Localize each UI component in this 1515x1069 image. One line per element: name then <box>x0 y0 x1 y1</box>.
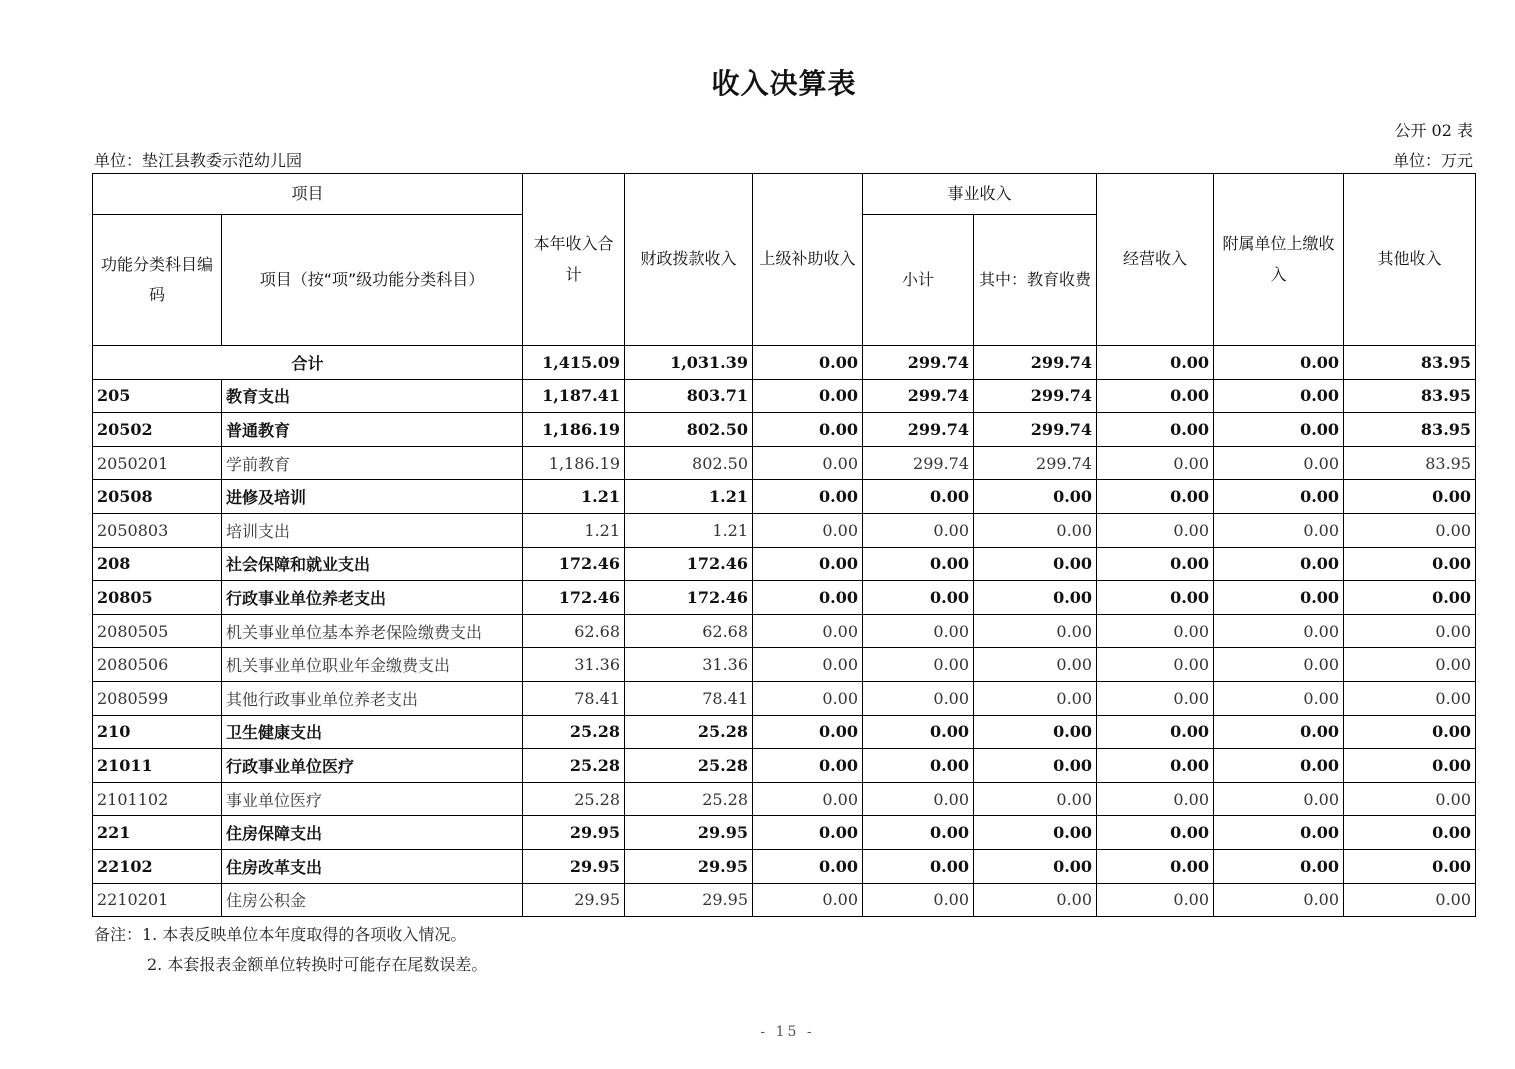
header-name: 项目（按“项”级功能分类科目） <box>222 215 523 346</box>
total-cell: 299.74 <box>974 346 1097 380</box>
row-value: 299.74 <box>974 413 1097 447</box>
row-value: 0.00 <box>1344 547 1476 581</box>
total-label: 合计 <box>93 346 523 380</box>
total-cell: 0.00 <box>1097 346 1214 380</box>
total-cell: 1,031.39 <box>625 346 753 380</box>
row-value: 29.95 <box>625 883 753 917</box>
row-value: 0.00 <box>974 513 1097 547</box>
row-value: 0.00 <box>863 883 974 917</box>
table-row <box>93 715 1476 749</box>
total-row <box>93 346 1476 380</box>
total-cell: 1,415.09 <box>523 346 625 380</box>
row-value: 0.00 <box>1344 715 1476 749</box>
header-code: 功能分类科目编码 <box>93 215 222 346</box>
total-cell: 83.95 <box>1344 346 1476 380</box>
row-value: 0.00 <box>753 547 863 581</box>
row-value: 0.00 <box>863 547 974 581</box>
row-value: 0.00 <box>753 446 863 480</box>
row-value: 0.00 <box>1214 849 1344 883</box>
row-value: 0.00 <box>1344 883 1476 917</box>
row-value: 0.00 <box>974 749 1097 783</box>
row-value: 31.36 <box>625 648 753 682</box>
row-value: 0.00 <box>753 379 863 413</box>
table-row <box>93 547 1476 581</box>
row-value: 802.50 <box>625 446 753 480</box>
row-code: 2080505 <box>93 614 222 648</box>
header-fiscal: 财政拨款收入 <box>625 174 753 346</box>
row-name: 住房公积金 <box>222 883 523 917</box>
table-row <box>93 749 1476 783</box>
header-other: 其他收入 <box>1344 174 1476 346</box>
row-value: 0.00 <box>1097 379 1214 413</box>
row-value: 0.00 <box>753 648 863 682</box>
row-code: 2080599 <box>93 681 222 715</box>
header-operating: 经营收入 <box>1097 174 1214 346</box>
row-name: 事业单位医疗 <box>222 782 523 816</box>
row-value: 0.00 <box>1214 816 1344 850</box>
row-value: 0.00 <box>1344 648 1476 682</box>
row-value: 0.00 <box>1097 614 1214 648</box>
row-value: 29.95 <box>523 883 625 917</box>
row-name: 其他行政事业单位养老支出 <box>222 681 523 715</box>
row-code: 210 <box>93 715 222 749</box>
row-value: 0.00 <box>863 648 974 682</box>
row-value: 0.00 <box>753 480 863 514</box>
row-value: 0.00 <box>1214 480 1344 514</box>
row-value: 0.00 <box>863 614 974 648</box>
row-code: 2210201 <box>93 883 222 917</box>
notes <box>94 920 487 980</box>
row-value: 0.00 <box>1097 513 1214 547</box>
table-row <box>93 379 1476 413</box>
row-value: 0.00 <box>1214 681 1344 715</box>
currency-unit: 单位：万元 <box>1392 151 1473 170</box>
row-value: 0.00 <box>753 749 863 783</box>
row-value: 0.00 <box>1214 379 1344 413</box>
row-name: 行政事业单位养老支出 <box>222 581 523 615</box>
row-value: 25.28 <box>625 749 753 783</box>
row-code: 205 <box>93 379 222 413</box>
header-total: 本年收入合计 <box>523 174 625 346</box>
row-value: 0.00 <box>1214 782 1344 816</box>
row-value: 299.74 <box>974 379 1097 413</box>
row-code: 20502 <box>93 413 222 447</box>
row-value: 0.00 <box>974 816 1097 850</box>
form-number: 公开 02 表 <box>1394 121 1473 140</box>
header-edu-fee: 其中：教育收费 <box>974 215 1097 346</box>
row-value: 0.00 <box>1344 581 1476 615</box>
table-row <box>93 446 1476 480</box>
row-value: 78.41 <box>625 681 753 715</box>
note-1: 备注：1. 本表反映单位本年度取得的各项收入情况。 <box>94 925 467 944</box>
row-value: 0.00 <box>1097 849 1214 883</box>
row-value: 0.00 <box>1214 614 1344 648</box>
row-value: 0.00 <box>974 849 1097 883</box>
row-value: 0.00 <box>863 849 974 883</box>
page-title: 收入决算表 <box>711 67 857 100</box>
row-value: 83.95 <box>1344 446 1476 480</box>
row-value: 0.00 <box>974 883 1097 917</box>
header-subtotal: 小计 <box>863 215 974 346</box>
row-value: 802.50 <box>625 413 753 447</box>
row-value: 29.95 <box>523 849 625 883</box>
row-value: 25.28 <box>625 715 753 749</box>
total-cell: 299.74 <box>863 346 974 380</box>
row-value: 299.74 <box>974 446 1097 480</box>
row-value: 172.46 <box>625 547 753 581</box>
row-value: 83.95 <box>1344 379 1476 413</box>
row-name: 普通教育 <box>222 413 523 447</box>
row-name: 社会保障和就业支出 <box>222 547 523 581</box>
row-code: 20805 <box>93 581 222 615</box>
row-value: 0.00 <box>1344 513 1476 547</box>
row-value: 1.21 <box>523 480 625 514</box>
row-value: 29.95 <box>625 816 753 850</box>
row-value: 0.00 <box>1097 749 1214 783</box>
row-value: 803.71 <box>625 379 753 413</box>
row-value: 0.00 <box>863 715 974 749</box>
row-value: 0.00 <box>863 581 974 615</box>
row-value: 0.00 <box>753 849 863 883</box>
row-value: 172.46 <box>523 581 625 615</box>
row-value: 0.00 <box>974 782 1097 816</box>
row-value: 0.00 <box>1344 782 1476 816</box>
row-value: 0.00 <box>1214 547 1344 581</box>
row-name: 住房改革支出 <box>222 849 523 883</box>
row-code: 22102 <box>93 849 222 883</box>
row-name: 卫生健康支出 <box>222 715 523 749</box>
table-row <box>93 513 1476 547</box>
row-value: 0.00 <box>1344 681 1476 715</box>
row-value: 1,186.19 <box>523 446 625 480</box>
row-value: 0.00 <box>863 480 974 514</box>
row-code: 20508 <box>93 480 222 514</box>
row-value: 25.28 <box>523 782 625 816</box>
row-value: 0.00 <box>1097 681 1214 715</box>
row-value: 1,186.19 <box>523 413 625 447</box>
total-cell: 0.00 <box>753 346 863 380</box>
header-superior: 上级补助收入 <box>753 174 863 346</box>
row-value: 0.00 <box>1097 883 1214 917</box>
header-affiliated: 附属单位上缴收入 <box>1214 174 1344 346</box>
row-value: 0.00 <box>753 581 863 615</box>
row-value: 0.00 <box>1214 581 1344 615</box>
table-row <box>93 480 1476 514</box>
row-value: 1.21 <box>625 480 753 514</box>
reporting-unit: 单位：垫江县教委示范幼儿园 <box>94 151 303 170</box>
table-row <box>93 648 1476 682</box>
income-table <box>92 173 1476 917</box>
row-value: 0.00 <box>753 681 863 715</box>
table-body <box>93 346 1476 917</box>
row-value: 0.00 <box>753 513 863 547</box>
row-code: 2050803 <box>93 513 222 547</box>
row-value: 0.00 <box>1344 749 1476 783</box>
row-value: 0.00 <box>753 614 863 648</box>
row-value: 1,187.41 <box>523 379 625 413</box>
row-value: 172.46 <box>523 547 625 581</box>
total-cell: 0.00 <box>1214 346 1344 380</box>
table-row <box>93 581 1476 615</box>
row-value: 0.00 <box>753 413 863 447</box>
row-code: 221 <box>93 816 222 850</box>
row-code: 2050201 <box>93 446 222 480</box>
row-code: 2101102 <box>93 782 222 816</box>
row-value: 0.00 <box>753 715 863 749</box>
row-value: 0.00 <box>1214 648 1344 682</box>
row-value: 0.00 <box>1214 446 1344 480</box>
row-value: 0.00 <box>1344 816 1476 850</box>
row-value: 0.00 <box>974 614 1097 648</box>
row-value: 0.00 <box>1214 715 1344 749</box>
row-value: 0.00 <box>1097 446 1214 480</box>
table-row <box>93 883 1476 917</box>
row-value: 62.68 <box>523 614 625 648</box>
row-value: 0.00 <box>974 547 1097 581</box>
row-code: 208 <box>93 547 222 581</box>
note-2: 2. 本套报表金额单位转换时可能存在尾数误差。 <box>147 955 488 974</box>
row-value: 62.68 <box>625 614 753 648</box>
row-value: 0.00 <box>974 581 1097 615</box>
row-value: 78.41 <box>523 681 625 715</box>
row-name: 住房保障支出 <box>222 816 523 850</box>
row-value: 0.00 <box>1344 614 1476 648</box>
row-name: 学前教育 <box>222 446 523 480</box>
row-value: 0.00 <box>1097 782 1214 816</box>
row-value: 25.28 <box>523 715 625 749</box>
table-row <box>93 849 1476 883</box>
row-value: 0.00 <box>974 715 1097 749</box>
table-row <box>93 681 1476 715</box>
row-value: 0.00 <box>863 513 974 547</box>
row-name: 进修及培训 <box>222 480 523 514</box>
header-business-group: 事业收入 <box>863 174 1097 215</box>
row-value: 299.74 <box>863 446 974 480</box>
row-name: 行政事业单位医疗 <box>222 749 523 783</box>
row-value: 29.95 <box>523 816 625 850</box>
row-value: 0.00 <box>1214 883 1344 917</box>
row-value: 0.00 <box>974 648 1097 682</box>
page-number: - 15 - <box>760 1024 815 1040</box>
row-value: 0.00 <box>1214 413 1344 447</box>
row-value: 29.95 <box>625 849 753 883</box>
row-value: 31.36 <box>523 648 625 682</box>
row-value: 0.00 <box>753 816 863 850</box>
row-code: 2080506 <box>93 648 222 682</box>
row-value: 0.00 <box>1097 648 1214 682</box>
row-code: 21011 <box>93 749 222 783</box>
row-value: 0.00 <box>863 782 974 816</box>
row-value: 0.00 <box>1214 513 1344 547</box>
row-value: 0.00 <box>1097 547 1214 581</box>
row-value: 172.46 <box>625 581 753 615</box>
row-value: 0.00 <box>1097 715 1214 749</box>
row-value: 0.00 <box>1214 749 1344 783</box>
row-value: 25.28 <box>625 782 753 816</box>
row-name: 机关事业单位职业年金缴费支出 <box>222 648 523 682</box>
row-value: 0.00 <box>1344 849 1476 883</box>
row-value: 0.00 <box>1097 581 1214 615</box>
row-value: 0.00 <box>863 681 974 715</box>
row-value: 0.00 <box>1344 480 1476 514</box>
row-name: 培训支出 <box>222 513 523 547</box>
row-value: 0.00 <box>974 681 1097 715</box>
table-row <box>93 782 1476 816</box>
row-value: 0.00 <box>753 883 863 917</box>
row-value: 0.00 <box>974 480 1097 514</box>
row-name: 教育支出 <box>222 379 523 413</box>
table-row <box>93 816 1476 850</box>
header-project: 项目 <box>93 174 523 215</box>
row-name: 机关事业单位基本养老保险缴费支出 <box>222 614 523 648</box>
row-value: 0.00 <box>1097 480 1214 514</box>
row-value: 299.74 <box>863 379 974 413</box>
row-value: 83.95 <box>1344 413 1476 447</box>
row-value: 0.00 <box>753 782 863 816</box>
row-value: 299.74 <box>863 413 974 447</box>
row-value: 0.00 <box>1097 413 1214 447</box>
row-value: 25.28 <box>523 749 625 783</box>
row-value: 0.00 <box>863 749 974 783</box>
row-value: 0.00 <box>863 816 974 850</box>
row-value: 1.21 <box>523 513 625 547</box>
table-row <box>93 413 1476 447</box>
row-value: 1.21 <box>625 513 753 547</box>
table-row <box>93 614 1476 648</box>
row-value: 0.00 <box>1097 816 1214 850</box>
